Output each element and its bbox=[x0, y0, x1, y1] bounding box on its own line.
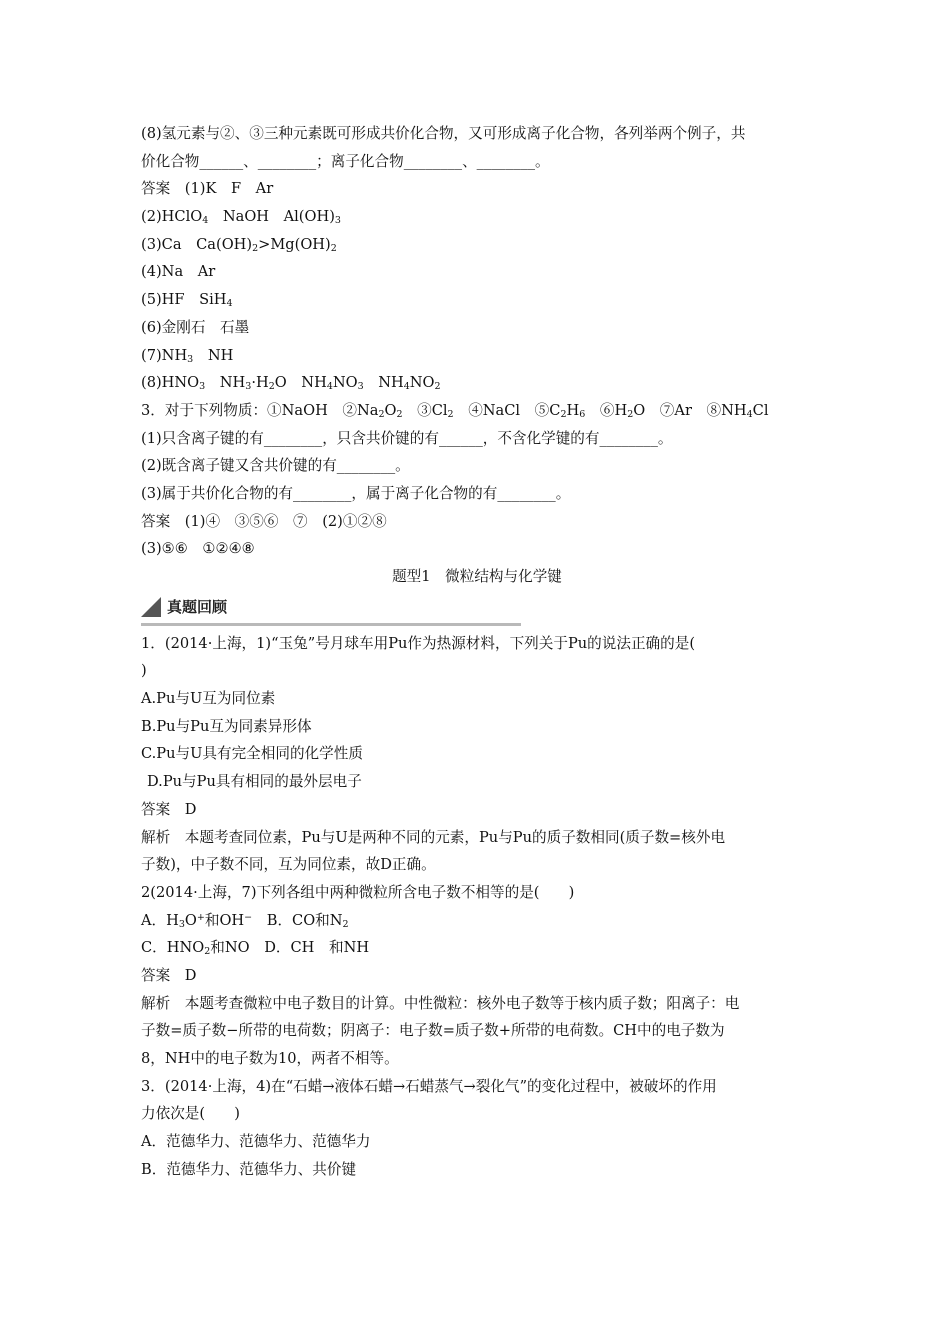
question-line: 3．(2014·上海，4)在“石蜡→液体石蜡→石蜡蒸气→裂化气”的变化过程中，被破坏的作用 bbox=[141, 1077, 717, 1095]
triangle-icon bbox=[141, 597, 161, 617]
text-line: (1)只含离子键的有________，只含共价键的有______，不含化学键的有________。 bbox=[141, 429, 673, 447]
question-line: 1．(2014·上海，1)“玉兔”号月球车用Pu作为热源材料，下列关于Pu的说法正确的是( bbox=[141, 634, 696, 652]
option-line: B．范德华力、范德华力、共价键 bbox=[141, 1160, 357, 1178]
answer-line: 答案 (1)K F Ar bbox=[141, 180, 274, 198]
text-line: (8)氢元素与②、③三种元素既可形成共价化合物，又可形成离子化合物，各列举两个例子，共 bbox=[141, 125, 746, 142]
answer-line: 答案 (1)④ ③⑤⑥ ⑦ (2)①②⑧ bbox=[141, 512, 387, 530]
analysis-line: 解析 本题考查微粒中电子数目的计算。中性微粒：核外电子数等于核内质子数；阳离子：电 bbox=[141, 994, 740, 1012]
option-line: D.Pu与Pu具有相同的最外层电子 bbox=[147, 773, 362, 791]
answer-line: (5)HF SiH$_4$ bbox=[141, 291, 233, 310]
option-line: A．范德华力、范德华力、范德华力 bbox=[141, 1133, 371, 1151]
analysis-line: 8，NH中的电子数为10，两者不相等。 bbox=[141, 1050, 399, 1067]
answer-line: 答案 D bbox=[141, 966, 197, 984]
answer-line: $(8)HNO_3$ $NH_3\cdot H_2O$ $NH_4NO_3$ $NH_4NO_2$ bbox=[141, 374, 441, 393]
answer-line: (3)⑤⑥ ①②④⑧ bbox=[141, 540, 255, 558]
question-line: 2(2014·上海，7)下列各组中两种微粒所含电子数不相等的是( ) bbox=[141, 883, 575, 901]
answer-line: (3)Ca $Ca(OH)_2>Mg(OH)_2$ bbox=[141, 235, 337, 254]
text-line: (2)既含离子键又含共价键的有________。 bbox=[141, 457, 410, 475]
answer-line: $(7)NH_3$ NH bbox=[141, 346, 234, 365]
answer-line: 答案 D bbox=[141, 800, 197, 818]
analysis-line: 子数=质子数−所带的电荷数；阴离子：电子数=质子数+所带的电荷数。CH中的电子数为 bbox=[141, 1022, 725, 1040]
analysis-line: 解析 本题考查同位素，Pu与U是两种不同的元素，Pu与Pu的质子数相同(质子数=核外电 bbox=[141, 828, 726, 846]
section-banner bbox=[141, 593, 521, 626]
question-line: 3．对于下列物质：①NaOH $②Na_2O_2$ $③Cl_2$ ④NaCl $⑤C_2H_6$ $⑥H_2O$ ⑦Ar $⑧NH_4Cl$ bbox=[141, 401, 769, 420]
document-page bbox=[141, 120, 813, 1183]
answer-line: (6)金刚石 石墨 bbox=[141, 318, 250, 336]
analysis-line: 子数)，中子数不同，互为同位素，故D正确。 bbox=[141, 856, 436, 874]
option-line: B.Pu与Pu互为同素异形体 bbox=[141, 717, 312, 735]
text-line: 价化合物______、________；离子化合物________、________。 bbox=[141, 152, 550, 170]
text-line: ) bbox=[141, 662, 147, 680]
answer-line: (4)Na Ar bbox=[141, 263, 216, 281]
option-line: C．$HNO_2$和NO D．CH 和NH bbox=[141, 939, 370, 958]
option-line: A．$H_3O^+$和OH− B．CO和$N_2$ bbox=[141, 911, 349, 930]
option-line: C.Pu与U具有完全相同的化学性质 bbox=[141, 745, 363, 763]
text-line: 力依次是( ) bbox=[141, 1105, 240, 1123]
text-line: (3)属于共价化合物的有________，属于离子化合物的有________。 bbox=[141, 484, 571, 502]
option-line: A.Pu与U互为同位素 bbox=[141, 690, 276, 708]
section-title: 真题回顾 bbox=[167, 597, 228, 616]
section-heading: 题型1 微粒结构与化学键 bbox=[392, 568, 562, 585]
answer-line: (2)HClO$_4$ NaOH $Al(OH)_3$ bbox=[141, 208, 341, 227]
